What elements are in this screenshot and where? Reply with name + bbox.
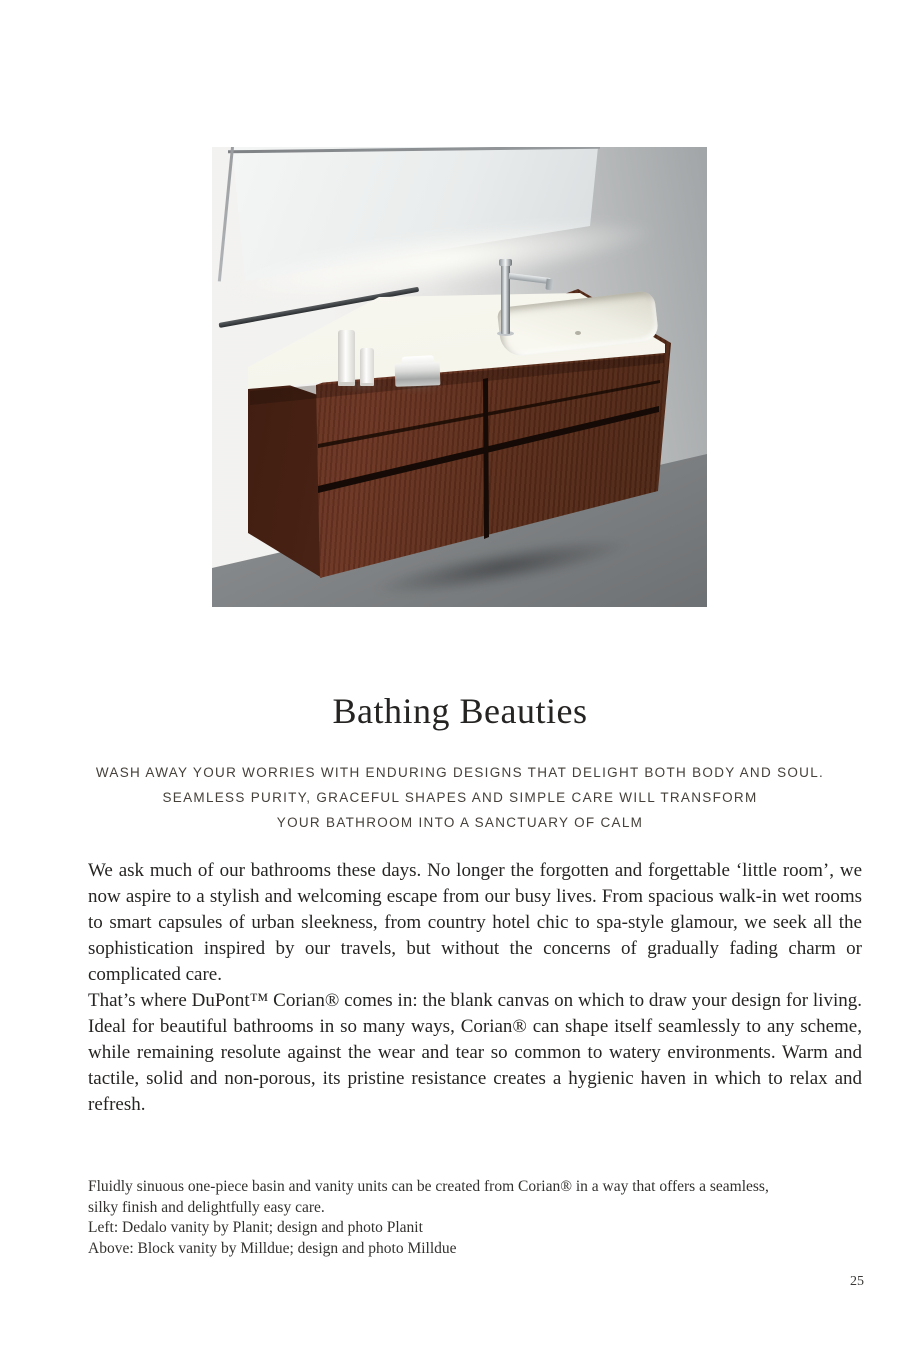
caption-line: silky finish and delightfully easy care.: [88, 1198, 325, 1216]
subtitle-line: YOUR BATHROOM INTO A SANCTUARY OF CALM: [276, 815, 644, 830]
page-number: 25: [850, 1274, 864, 1289]
vanity-photo: [212, 147, 707, 607]
basin-drain: [575, 331, 581, 335]
article-subtitle: [0, 760, 920, 835]
article-title: Bathing Beauties: [332, 691, 588, 731]
cosmetic-tube-small: [360, 348, 374, 386]
subtitle-line: SEAMLESS PURITY, GRACEFUL SHAPES AND SIMPLE CARE WILL TRANSFORM: [162, 790, 758, 805]
body-paragraph: That’s where DuPont™ Corian® comes in: the blank canvas on which to draw your design for living. Ideal for beautiful bathrooms in so many ways, Corian® can shape itself seamlessly to any scheme, while remaining resolute against the wear and tear so common to watery environments. Warm and tactile, solid and non-porous, its pristine resistance creates a hygienic haven in which to relax and refresh.: [88, 990, 862, 1115]
article-body: [88, 858, 862, 1118]
soap-dish: [395, 362, 441, 387]
caption-line: Above: Block vanity by Milldue; design and photo Milldue: [88, 1239, 457, 1257]
faucet-handle: [499, 259, 512, 266]
caption-line: Left: Dedalo vanity by Planit; design and photo Planit: [88, 1219, 423, 1236]
body-paragraph: We ask much of our bathrooms these days. No longer the forgotten and forgettable ‘little room’, we now aspire to a stylish and welcoming escape from our busy lives. From spacious walk-in wet rooms to smart capsules of urban sleekness, from country hotel chic to spa-style glamour, we seek all the sophistication inspired by our travels, but without the concerns of gradually fading charm or complicated care.: [88, 860, 862, 985]
caption-line: Fluidly sinuous one-piece basin and vanity units can be created from Corian® in a way that offers a seamless,: [88, 1178, 769, 1195]
faucet-spout-tip: [545, 279, 553, 291]
cosmetic-tube-large: [338, 330, 355, 386]
subtitle-line: WASH AWAY YOUR WORRIES WITH ENDURING DESIGNS THAT DELIGHT BOTH BODY AND SOUL.: [95, 765, 825, 780]
photo-caption: [88, 1177, 769, 1259]
